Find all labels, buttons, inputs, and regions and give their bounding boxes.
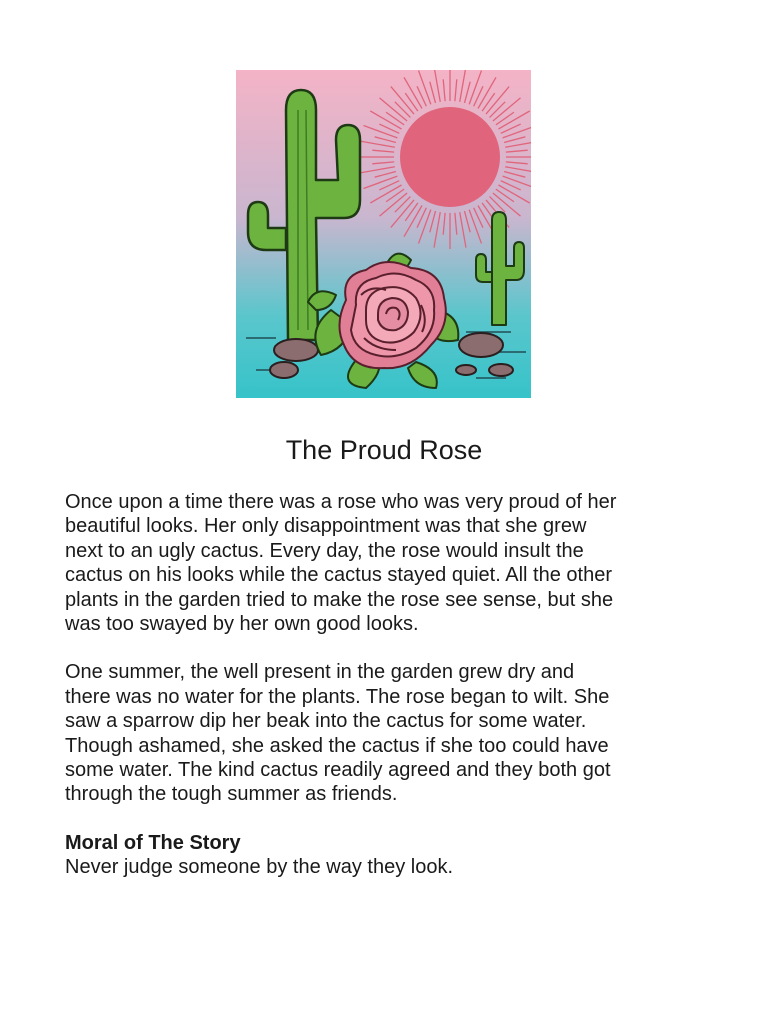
story-paragraph-1: Once upon a time there was a rose who was very proud of her beautiful looks. Her only disappointment was that she grew next to an ugly cactus. Every day, the rose would insult the cactus on his looks while the cactus stayed quiet. All the other plants in the garden tried to make the rose see sense, but she was too swayed by her own good looks. bbox=[65, 491, 617, 636]
moral-heading: Moral of The Story bbox=[65, 831, 241, 854]
story-body bbox=[65, 490, 745, 880]
story-title: The Proud Rose bbox=[285, 435, 483, 465]
moral-text: Never judge someone by the way they look. bbox=[65, 856, 453, 879]
story-illustration bbox=[236, 70, 531, 398]
story-paragraph-2: One summer, the well present in the garden grew dry and there was no water for the plants. The rose began to wilt. She saw a sparrow dip her beak into the cactus for some water. Though ashamed, she asked the cactus if she too could have some water. The kind cactus readily agreed and they both got through the tough summer as friends. bbox=[65, 661, 611, 806]
